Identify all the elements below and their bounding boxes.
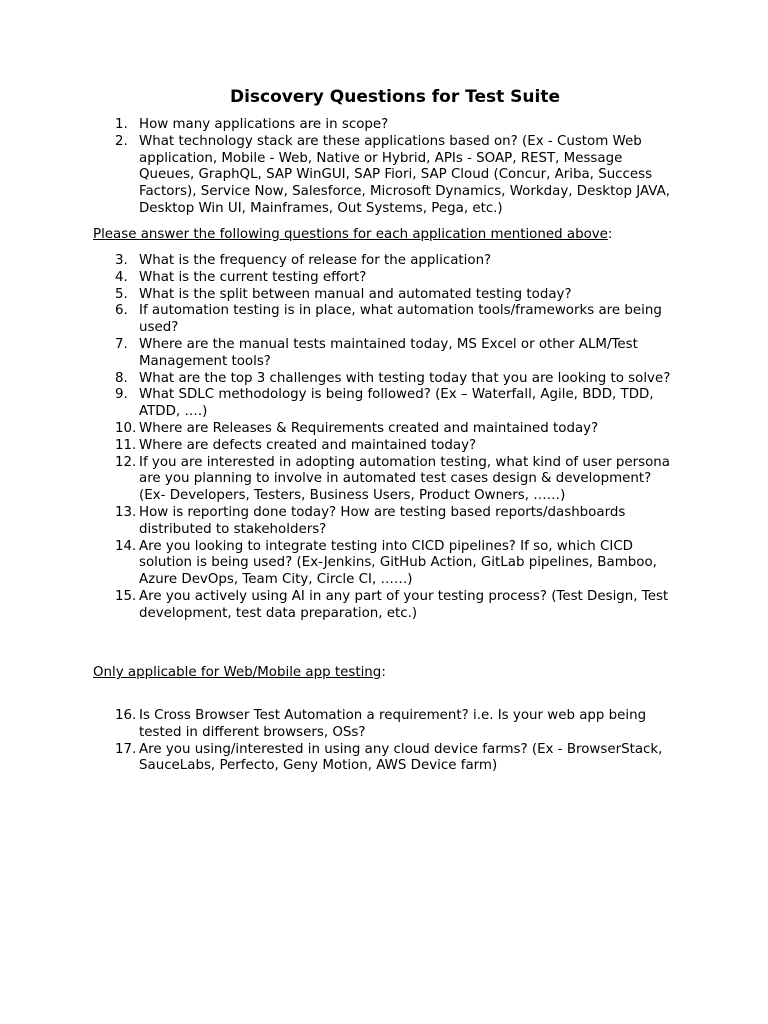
question-list-per-application	[0, 253, 674, 623]
list-item	[0, 708, 674, 742]
list-item	[0, 455, 674, 505]
question-number: 7.	[115, 336, 128, 352]
question-text: If you are interested in adopting automation testing, what kind of user persona are you planning to involve in automated test cases design & development? (Ex- Developers, Testers, Business Users, Product Owners, ……)	[139, 454, 670, 504]
list-item	[0, 337, 674, 371]
list-item	[0, 287, 674, 304]
question-number: 6.	[115, 303, 128, 319]
list-item	[0, 371, 674, 388]
question-text: What are the top 3 challenges with testing today that you are looking to solve?	[139, 370, 671, 386]
question-text: What is the frequency of release for the application?	[139, 253, 492, 268]
list-item	[0, 303, 674, 337]
section-note-web-mobile	[93, 665, 386, 682]
question-number: 12.	[115, 454, 137, 470]
document-title: Discovery Questions for Test Suite	[229, 87, 561, 107]
question-text: What is the split between manual and automated testing today?	[139, 286, 572, 302]
question-number: 14.	[115, 538, 137, 554]
list-item	[0, 134, 674, 218]
question-number: 11.	[115, 437, 137, 453]
question-list-general	[0, 117, 674, 218]
list-item	[0, 505, 674, 539]
section-note-text: Please answer the following questions for each application mentioned above	[93, 227, 608, 242]
section-note-colon: :	[381, 665, 386, 680]
question-text: Are you actively using AI in any part of your testing process? (Test Design, Test development, test data preparation, etc.)	[139, 588, 669, 621]
section-note-text: Only applicable for Web/Mobile app testing	[93, 665, 382, 680]
question-text: What SDLC methodology is being followed? (Ex – Waterfall, Agile, BDD, TDD, ATDD, ….)	[139, 387, 654, 420]
section-note-per-application	[93, 227, 612, 244]
question-text: How is reporting done today? How are testing based reports/dashboards distributed to stakeholders?	[139, 504, 626, 537]
question-number: 3.	[115, 253, 128, 268]
question-number: 10.	[115, 420, 137, 436]
list-item	[0, 253, 674, 270]
list-item	[0, 539, 674, 589]
question-number: 9.	[115, 387, 128, 403]
question-number: 16.	[115, 708, 137, 723]
question-number: 4.	[115, 269, 128, 285]
list-item	[0, 438, 674, 455]
question-text: Are you using/interested in using any cloud device farms? (Ex - BrowserStack, SauceLabs, Perfecto, Geny Motion, AWS Device farm)	[139, 741, 663, 774]
list-item	[0, 117, 674, 134]
question-text: If automation testing is in place, what automation tools/frameworks are being used?	[139, 303, 662, 336]
question-number: 1.	[115, 117, 128, 132]
list-item	[0, 589, 674, 623]
section-note-colon: :	[607, 227, 613, 242]
list-item	[0, 421, 674, 438]
question-text: Where are Releases & Requirements created and maintained today?	[139, 420, 599, 436]
question-number: 5.	[115, 286, 128, 302]
list-item	[0, 387, 674, 421]
question-number: 2.	[115, 133, 128, 149]
question-text: What is the current testing effort?	[139, 269, 367, 285]
question-text: Is Cross Browser Test Automation a requirement? i.e. Is your web app being tested in different browsers, OSs?	[139, 708, 647, 740]
question-text: How many applications are in scope?	[139, 117, 389, 132]
list-item	[0, 742, 674, 776]
question-text: Are you looking to integrate testing into CICD pipelines? If so, which CICD solution is being used? (Ex-Jenkins, GitHub Action, GitLab pipelines, Bamboo, Azure DevOps, Team City, Circle CI, ……)	[139, 538, 657, 588]
question-text: Where are the manual tests maintained today, MS Excel or other ALM/Test Management tools?	[139, 336, 638, 369]
question-number: 13.	[115, 504, 137, 520]
list-item	[0, 270, 674, 287]
question-number: 15.	[115, 588, 137, 604]
question-text: What technology stack are these applications based on? (Ex - Custom Web application, Mobile - Web, Native or Hybrid, APIs - SOAP, REST, Message Queues, GraphQL, SAP WinGUI, SAP Fiori, SAP Cloud (Concur, Ariba, Success Factors), Service Now, Salesforce, Microsoft Dynamics, Workday, Desktop JAVA, Desktop Win UI, Mainframes, Out Systems, Pega, etc.)	[139, 133, 670, 216]
question-list-web-mobile	[0, 708, 674, 775]
question-number: 8.	[115, 370, 128, 386]
question-text: Where are defects created and maintained today?	[139, 437, 477, 453]
question-number: 17.	[115, 741, 137, 757]
